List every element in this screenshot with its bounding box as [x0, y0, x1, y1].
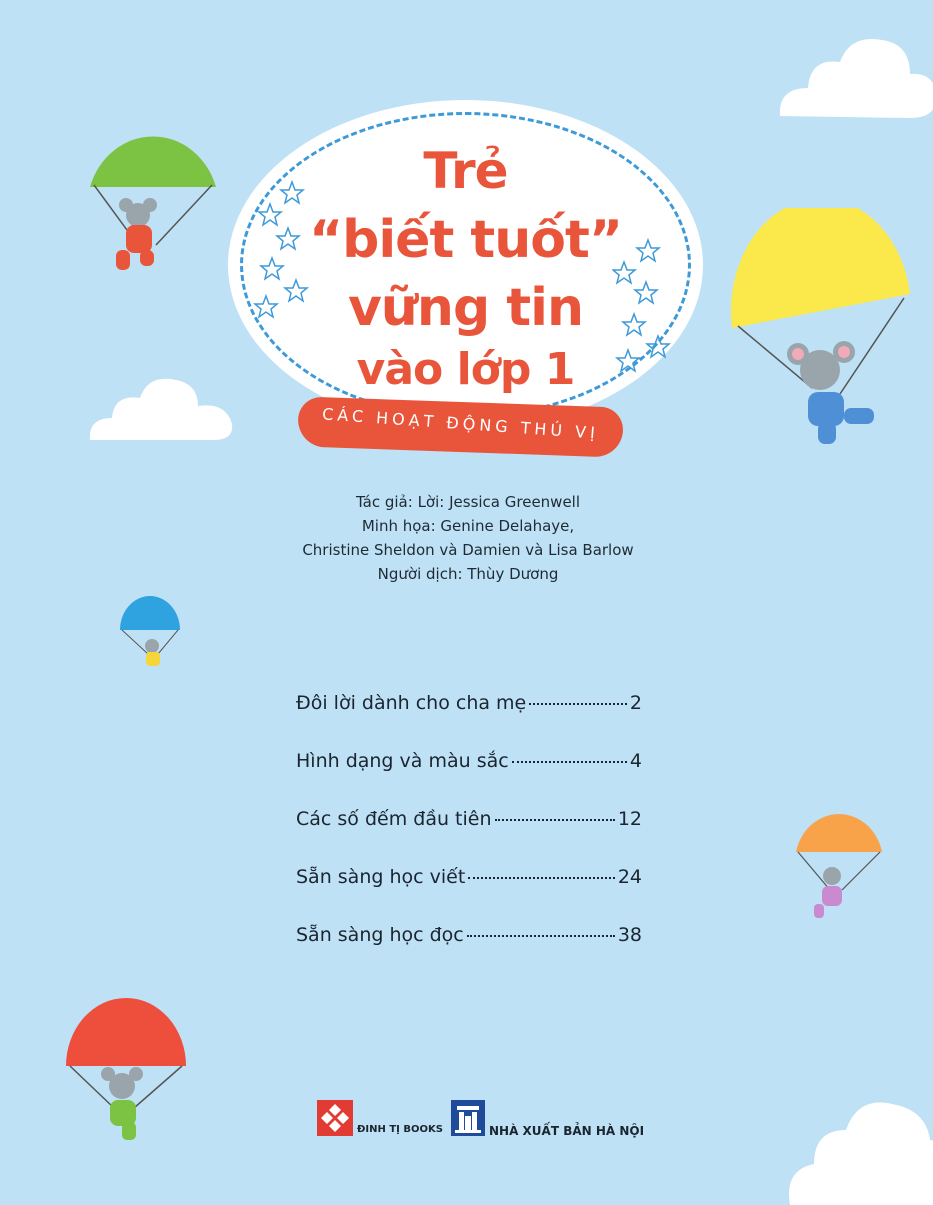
toc-page-number: 38	[617, 924, 642, 946]
credit-illustrator: Minh họa: Genine Delahaye,	[361, 517, 575, 535]
toc-item	[296, 866, 642, 924]
credits	[250, 490, 686, 586]
toc-item	[296, 692, 642, 750]
toc-leader-dots	[529, 703, 627, 705]
toc-item	[296, 808, 642, 866]
nxb-ha-noi-text: NHÀ XUẤT BẢN HÀ NỘI	[489, 1124, 645, 1138]
toc-label: Các số đếm đầu tiên	[296, 808, 492, 830]
toc-label: Hình dạng và màu sắc	[296, 750, 509, 772]
toc-page-number: 12	[617, 808, 642, 830]
title-line-1: Trẻ	[423, 142, 508, 200]
title-line-2: “biết tuốt”	[308, 210, 623, 270]
nxb-tower-icon	[451, 1100, 485, 1136]
parachute-mouse-orange	[792, 800, 892, 930]
dinhti-books-logo	[313, 1098, 443, 1140]
credit-author: Tác giả: Lời: Jessica Greenwell	[355, 493, 581, 511]
toc-label: Sẵn sàng học viết	[296, 866, 466, 888]
nxb-ha-noi-logo	[451, 1098, 661, 1140]
cloud-left	[86, 372, 236, 444]
toc-label: Đôi lời dành cho cha mẹ	[296, 692, 527, 714]
toc-page-number: 24	[617, 866, 642, 888]
table-of-contents	[296, 692, 642, 982]
credit-translator: Người dịch: Thùy Dương	[377, 565, 559, 583]
cloud-top-right	[770, 28, 933, 128]
parachute-mouse-blue	[118, 592, 188, 677]
toc-page-number: 2	[629, 692, 642, 714]
title-line-4: vào lớp 1	[356, 344, 575, 395]
parachute-mouse-red	[62, 988, 192, 1148]
toc-leader-dots	[495, 819, 615, 821]
toc-page-number: 4	[629, 750, 642, 772]
dinhti-books-text: ĐINH TỊ BOOKS	[357, 1124, 443, 1135]
dinhti-diamond-icon	[317, 1100, 353, 1136]
parachute-mouse-green	[86, 105, 226, 285]
toc-item	[296, 750, 642, 808]
parachute-mouse-yellow	[728, 208, 918, 458]
subtitle-text: CÁC HOẠT ĐỘNG THÚ VỊ	[321, 404, 600, 443]
toc-leader-dots	[512, 761, 627, 763]
toc-item	[296, 924, 642, 982]
toc-label: Sẵn sàng học đọc	[296, 924, 464, 946]
cloud-bottom-right	[780, 1060, 933, 1205]
credit-illustrator-cont: Christine Sheldon và Damien và Lisa Barlow	[302, 541, 634, 559]
toc-leader-dots	[467, 935, 615, 937]
toc-leader-dots	[468, 877, 615, 879]
title-line-3: vững tin	[348, 278, 583, 338]
